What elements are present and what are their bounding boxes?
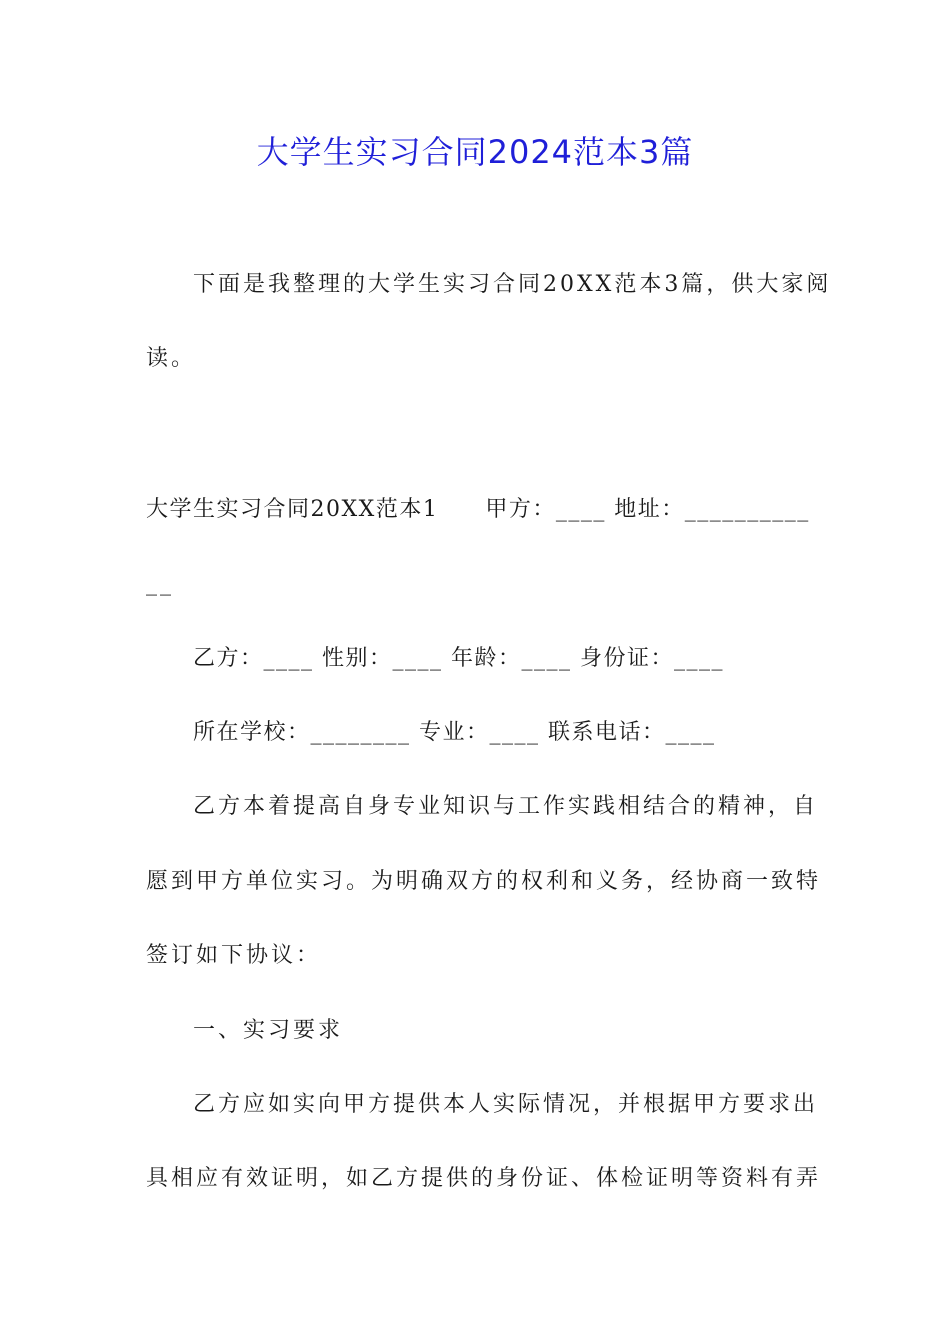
section-heading: 一、实习要求 <box>193 1018 344 1043</box>
paragraph-line: 乙方应如实向甲方提供本人实际情况，并根据甲方要求出 <box>193 1092 819 1117</box>
paragraph-line: __ <box>146 571 174 596</box>
paragraph-line: 签订如下协议： <box>146 943 322 968</box>
paragraph-line: 乙方本着提高自身专业知识与工作实践相结合的精神，自 <box>193 794 819 819</box>
paragraph-line: 乙方：____ 性别：____ 年龄：____ 身份证：____ <box>193 646 724 671</box>
paragraph-line: 读。 <box>146 346 197 371</box>
paragraph-line: 所在学校：________ 专业：____ 联系电话：____ <box>193 720 716 745</box>
paragraph-line: 下面是我整理的大学生实习合同20XX范本3篇，供大家阅 <box>193 272 832 297</box>
paragraph-line: 大学生实习合同20XX范本1 甲方：____ 地址：__________ <box>146 497 810 522</box>
paragraph-line: 具相应有效证明，如乙方提供的身份证、体检证明等资料有弄 <box>146 1166 822 1191</box>
document-title: 大学生实习合同2024范本3篇 <box>256 133 694 171</box>
paragraph-line: 愿到甲方单位实习。为明确双方的权利和义务，经协商一致特 <box>146 869 822 894</box>
